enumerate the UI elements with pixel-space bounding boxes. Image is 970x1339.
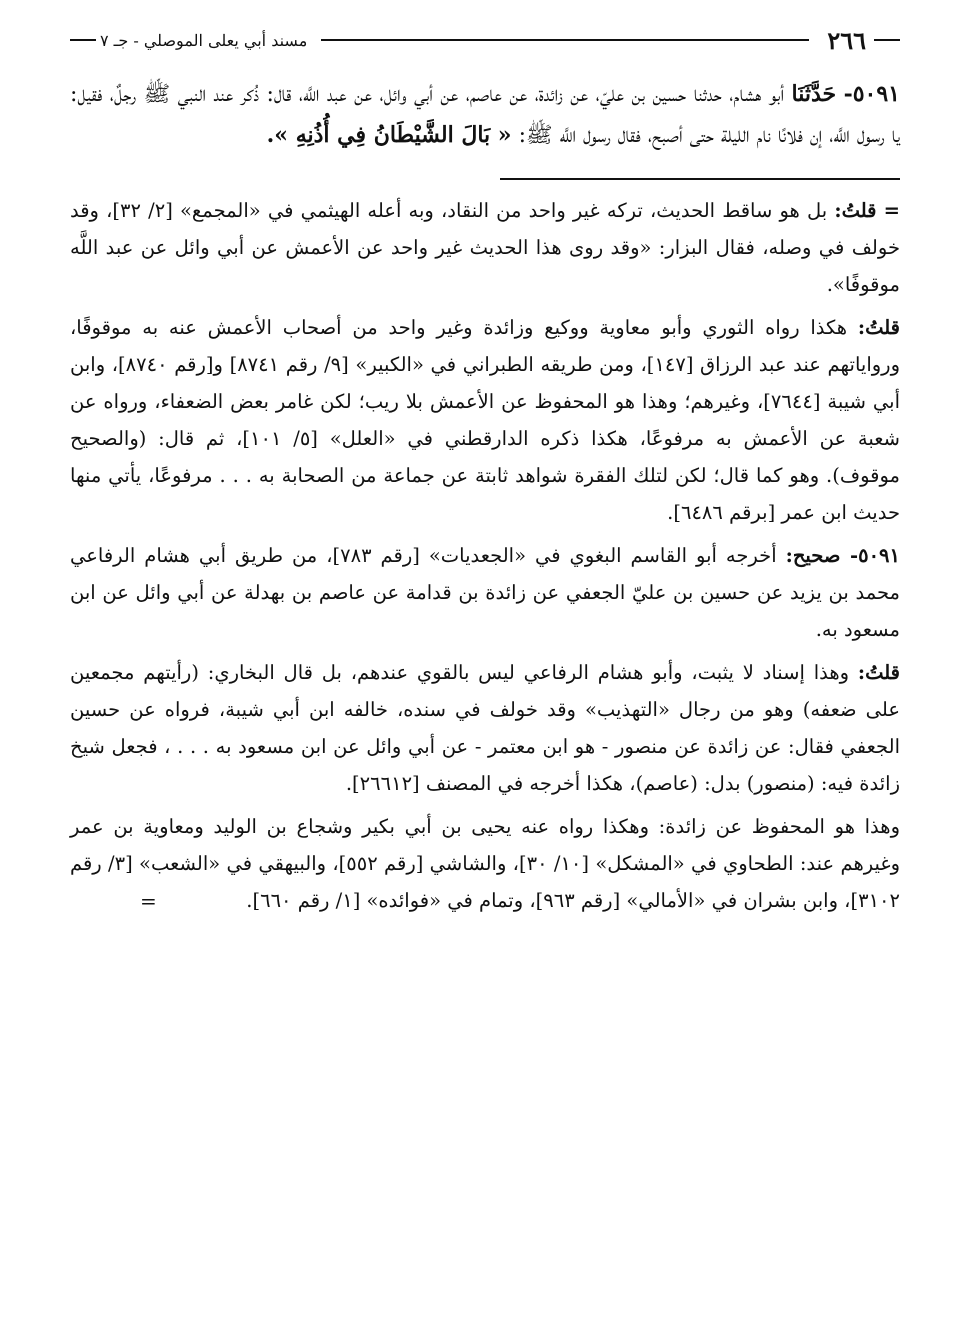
note-4-label: قلتُ:	[857, 661, 900, 684]
note-2-label: قلتُ:	[857, 316, 900, 339]
header-rule	[321, 39, 809, 41]
note-3	[70, 537, 900, 648]
continuation-mark: =	[140, 889, 157, 913]
header-dash-right	[874, 39, 900, 41]
page	[70, 20, 900, 913]
note-5-text: وهذا هو المحفوظ عن زائدة: وهكذا رواه عنه يحيى بن أبي بكير وشجاع بن الوليد ومعاوية بن عمر وغيرهم عند: الطحاوي في «المشكل» [١٠/ ٣٠]، والشاشي [رقم ٥٥٢]، والبيهقي في «الشعب» [٣/ رقم ٣١٠٢]، وابن بشران في «الأمالي» [رقم ٩٦٣]، وتمام في «فوائده» [١/ رقم ٦٦٠].	[70, 815, 900, 912]
page-number: ٢٦٦	[827, 25, 866, 55]
book-title: مسند أبي يعلى الموصلي - جـ ٧	[100, 30, 308, 50]
footnote-separator	[500, 178, 900, 180]
note-1	[70, 192, 900, 303]
note-2	[70, 309, 900, 531]
note-3-label: ٥٠٩١- صحيح:	[785, 544, 901, 567]
note-1-label: قلتُ:	[834, 199, 877, 222]
note-4-text: وهذا إسناد لا يثبت، وأبو هشام الرفاعي ليس بالقوي عندهم، بل قال البخاري: (رأيتهم مجمعين على ضعفه) وهو من رجال «التهذيب» وقد خولف في سنده، خالفه ابن أبي شيبة، فرواه عن حسين الجعفي فقال: عن زائدة عن منصور - هو ابن معتمر - عن أبي وائل عن ابن مسعود به . . . ، فجعل شيخ زائدة فيه: (منصور) بدل: (عاصم)، هكذا أخرجه في المصنف [٢٦٦١٢].	[70, 661, 900, 795]
hadith-isnad: أبو هشام، حدثنا حسين بن عليّ، عن زائدة، عن عاصم، عن أبي وائل، عن عبد اللَّه، قال: ذُكر عند النبي ﷺ رجلٌ، فقيل: يا رسول اللَّه، إن فلانًا نام الليلة حتى أصبح، فقال رسول اللَّه ﷺ:	[70, 82, 900, 148]
note-2-text: هكذا رواه الثوري وأبو معاوية ووكيع وزائدة وغير واحد من أصحاب الأعمش عنه به موقوفًا، ورواياتهم عند عبد الرزاق [١٤٧]، ومن طريقه الطبراني في «الكبير» [٩/ رقم ٨٧٤١] و[رقم ٨٧٤٠]، وابن أبي شيبة [٧٦٤٤]، وغيرهم؛ وهذا هو المحفوظ عن الأعمش بلا ريب؛ لكن غامر بعض الضعفاء، ورواه عن شعبة عن الأعمش به مرفوعًا، هكذا ذكره الدارقطني في «العلل» [٥/ ١٠١]، ثم قال: (والصحيح موقوف). وهو كما قال؛ لكن لتلك الفقرة شواهد ثابتة عن جماعة من الصحابة به . . . مرفوعًا، يأتي منها حديث ابن عمر [برقم ٦٤٨٦].	[70, 316, 900, 524]
hadith-number: ٥٠٩١-	[843, 81, 900, 107]
note-1-text: بل هو ساقط الحديث، تركه غير واحد من النقاد، وبه أعله الهيثمي في «المجمع» [٢/ ٣٢]، وقد خولف في وصله، فقال البزار: «وقد روى هذا الحديث غير واحد عن الأعمش عن أبي وائل عن عبد اللَّه موقوفًا».	[70, 199, 900, 296]
note-3-text: أخرجه أبو القاسم البغوي في «الجعديات» [رقم ٧٨٣]، من طريق أبي هشام الرفاعي محمد بن يزيد عن حسين بن عليّ الجعفي عن زائدة بن قدامة عن عاصم بن بهدلة عن أبي وائل عن ابن مسعود به.	[70, 544, 900, 641]
footnotes	[70, 192, 900, 913]
hadith-text	[70, 74, 900, 156]
note-1-marker: =	[883, 199, 901, 222]
hadith-matn: « بَالَ الشَّيْطَانُ فِي أُذُنِهِ ».	[266, 122, 512, 148]
header-dash-left	[70, 39, 96, 41]
running-head	[70, 20, 900, 60]
hadith-lead: حَدَّثَنَا	[791, 81, 837, 107]
note-4	[70, 654, 900, 802]
